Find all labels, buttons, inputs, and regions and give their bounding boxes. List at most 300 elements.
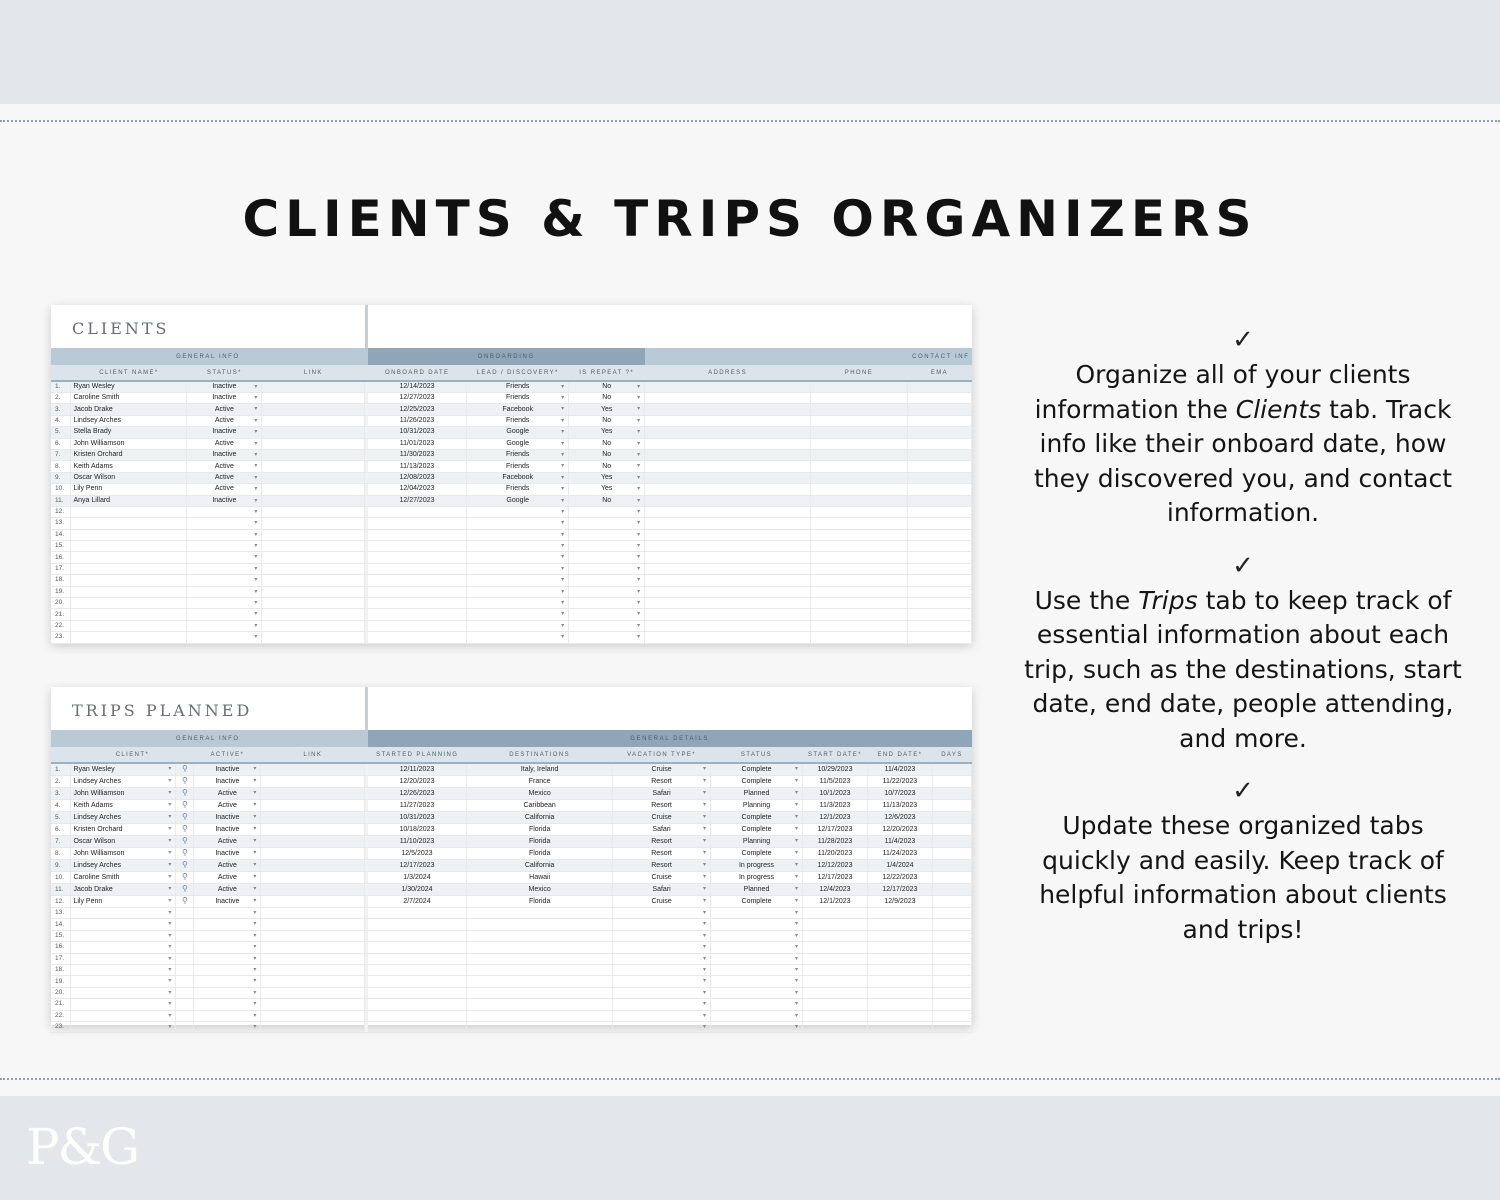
client-dropdown[interactable] [71,942,176,953]
link-cell[interactable] [261,872,365,884]
client-dropdown[interactable]: Oscar Wilson ▾ [71,836,176,848]
onboard-date-cell[interactable]: 10/31/2023 [368,427,467,438]
chevron-down-icon[interactable]: ▾ [168,989,172,996]
link-icon[interactable]: ⚲ [181,800,188,809]
vacation-type-dropdown[interactable] [613,1021,711,1032]
chevron-down-icon[interactable]: ▾ [703,874,707,880]
start-date-cell[interactable] [802,953,867,964]
link-cell[interactable] [261,884,365,896]
status-dropdown[interactable] [187,541,262,552]
client-dropdown[interactable]: John Williamson ▾ [71,848,176,860]
days-cell[interactable] [932,976,971,987]
start-date-cell[interactable]: 12/1/2023 [802,812,867,824]
client-name-cell[interactable]: Lily Penn [71,484,187,495]
chevron-down-icon[interactable]: ▾ [168,955,172,962]
onboard-date-cell[interactable]: 12/25/2023 [368,404,467,415]
start-date-cell[interactable]: 10/29/2023 [802,763,867,776]
onboard-date-cell[interactable]: 11/26/2023 [368,415,467,426]
chevron-down-icon[interactable]: ▾ [703,955,707,962]
address-cell[interactable] [645,495,811,506]
chevron-down-icon[interactable]: ▾ [168,814,172,820]
chevron-down-icon[interactable]: ▾ [637,577,641,584]
chevron-down-icon[interactable]: ▾ [794,838,798,844]
link-cell[interactable] [262,461,365,472]
chevron-down-icon[interactable]: ▾ [254,417,258,424]
chevron-down-icon[interactable]: ▾ [794,886,798,892]
is-repeat-dropdown[interactable] [569,529,645,540]
is-repeat-dropdown[interactable] [569,609,645,620]
client-name-cell[interactable] [71,620,187,631]
link-icon[interactable]: ⚲ [181,872,188,881]
email-cell[interactable] [907,393,971,404]
email-cell[interactable] [907,598,971,609]
vacation-type-dropdown[interactable] [613,976,711,987]
chevron-down-icon[interactable]: ▾ [561,543,565,550]
is-repeat-dropdown[interactable] [569,541,645,552]
end-date-cell[interactable]: 12/22/2023 [867,872,932,884]
end-date-cell[interactable] [867,976,932,987]
destinations-cell[interactable]: France [467,776,613,788]
trip-status-dropdown[interactable] [711,919,803,930]
active-dropdown[interactable]: Active ▾ [194,800,261,812]
lead-discovery-dropdown[interactable]: Friends ▾ [467,381,569,393]
link-cell[interactable] [261,848,365,860]
is-repeat-dropdown[interactable]: No ▾ [569,461,645,472]
link-cell[interactable] [262,484,365,495]
chevron-down-icon[interactable]: ▾ [637,406,641,413]
chevron-down-icon[interactable]: ▾ [703,1012,707,1019]
client-link-cell[interactable] [176,919,194,930]
client-name-cell[interactable]: Stella Brady [71,427,187,438]
address-cell[interactable] [645,563,811,574]
vacation-type-dropdown[interactable]: Cruise ▾ [613,763,711,776]
link-cell[interactable] [262,427,365,438]
link-cell[interactable] [261,919,365,930]
email-cell[interactable] [907,563,971,574]
chevron-down-icon[interactable]: ▾ [168,766,172,772]
end-date-cell[interactable]: 11/24/2023 [867,848,932,860]
destinations-cell[interactable] [467,976,613,987]
address-cell[interactable] [645,472,811,483]
chevron-down-icon[interactable]: ▾ [254,588,258,595]
is-repeat-dropdown[interactable]: Yes ▾ [569,484,645,495]
is-repeat-dropdown[interactable] [569,575,645,586]
client-dropdown[interactable] [71,964,176,975]
chevron-down-icon[interactable]: ▾ [253,802,257,808]
chevron-down-icon[interactable]: ▾ [637,565,641,572]
chevron-down-icon[interactable]: ▾ [561,554,565,561]
started-planning-cell[interactable] [368,1021,467,1032]
chevron-down-icon[interactable]: ▾ [254,474,258,481]
status-dropdown[interactable]: Inactive ▾ [187,495,262,506]
chevron-down-icon[interactable]: ▾ [253,932,257,939]
chevron-down-icon[interactable]: ▾ [561,417,565,424]
started-planning-cell[interactable]: 12/26/2023 [368,788,467,800]
started-planning-cell[interactable]: 12/11/2023 [368,763,467,776]
destinations-cell[interactable]: Florida [467,896,613,908]
chevron-down-icon[interactable]: ▾ [794,814,798,820]
vacation-type-dropdown[interactable]: Safari ▾ [613,824,711,836]
email-cell[interactable] [907,529,971,540]
link-cell[interactable] [261,860,365,872]
link-icon[interactable]: ⚲ [181,848,188,857]
chevron-down-icon[interactable]: ▾ [794,850,798,856]
is-repeat-dropdown[interactable]: Yes ▾ [569,472,645,483]
status-dropdown[interactable] [187,620,262,631]
trip-status-dropdown[interactable]: Complete ▾ [711,848,803,860]
end-date-cell[interactable]: 12/17/2023 [867,884,932,896]
lead-discovery-dropdown[interactable] [467,620,569,631]
link-icon[interactable]: ⚲ [181,788,188,797]
status-dropdown[interactable]: Active ▾ [187,461,262,472]
client-name-cell[interactable]: Anya Lillard [71,495,187,506]
chevron-down-icon[interactable]: ▾ [703,989,707,996]
destinations-cell[interactable]: Italy, Ireland [467,763,613,776]
onboard-date-cell[interactable] [368,586,467,597]
link-icon[interactable]: ⚲ [181,896,188,905]
link-cell[interactable] [262,449,365,460]
start-date-cell[interactable] [802,942,867,953]
link-cell[interactable] [261,776,365,788]
start-date-cell[interactable] [802,964,867,975]
vacation-type-dropdown[interactable] [613,987,711,998]
email-cell[interactable] [907,449,971,460]
end-date-cell[interactable]: 12/9/2023 [867,896,932,908]
chevron-down-icon[interactable]: ▾ [794,802,798,808]
end-date-cell[interactable] [867,1010,932,1021]
onboard-date-cell[interactable] [368,620,467,631]
is-repeat-dropdown[interactable] [569,632,645,643]
client-link-cell[interactable] [176,763,194,776]
status-dropdown[interactable] [187,506,262,517]
days-cell[interactable] [932,884,971,896]
link-cell[interactable] [262,495,365,506]
chevron-down-icon[interactable]: ▾ [254,463,258,470]
chevron-down-icon[interactable]: ▾ [561,497,565,504]
vacation-type-dropdown[interactable] [613,964,711,975]
days-cell[interactable] [932,776,971,788]
started-planning-cell[interactable]: 12/5/2023 [368,848,467,860]
client-dropdown[interactable]: Lindsey Arches ▾ [71,776,176,788]
onboard-date-cell[interactable]: 11/13/2023 [368,461,467,472]
chevron-down-icon[interactable]: ▾ [168,778,172,784]
link-cell[interactable] [262,552,365,563]
phone-cell[interactable] [811,552,908,563]
link-cell[interactable] [262,563,365,574]
status-dropdown[interactable]: Inactive ▾ [187,449,262,460]
phone-cell[interactable] [811,461,908,472]
chevron-down-icon[interactable]: ▾ [637,520,641,527]
started-planning-cell[interactable]: 11/10/2023 [368,836,467,848]
onboard-date-cell[interactable] [368,506,467,517]
onboard-date-cell[interactable]: 12/27/2023 [368,393,467,404]
client-name-cell[interactable]: Caroline Smith [71,393,187,404]
phone-cell[interactable] [811,415,908,426]
trip-status-dropdown[interactable]: Planned ▾ [711,884,803,896]
client-name-cell[interactable] [71,632,187,643]
is-repeat-dropdown[interactable] [569,518,645,529]
chevron-down-icon[interactable]: ▾ [253,874,257,880]
destinations-cell[interactable] [467,930,613,941]
chevron-down-icon[interactable]: ▾ [253,898,257,904]
chevron-down-icon[interactable]: ▾ [561,429,565,436]
status-dropdown[interactable] [187,609,262,620]
phone-cell[interactable] [811,495,908,506]
end-date-cell[interactable] [867,930,932,941]
active-dropdown[interactable]: Inactive ▾ [194,812,261,824]
phone-cell[interactable] [811,598,908,609]
active-dropdown[interactable]: Inactive ▾ [194,896,261,908]
lead-discovery-dropdown[interactable]: Friends ▾ [467,393,569,404]
address-cell[interactable] [645,518,811,529]
chevron-down-icon[interactable]: ▾ [254,497,258,504]
chevron-down-icon[interactable]: ▾ [253,850,257,856]
vacation-type-dropdown[interactable] [613,942,711,953]
email-cell[interactable] [907,586,971,597]
status-dropdown[interactable]: Inactive ▾ [187,427,262,438]
start-date-cell[interactable]: 12/17/2023 [802,824,867,836]
lead-discovery-dropdown[interactable] [467,541,569,552]
destinations-cell[interactable]: Florida [467,824,613,836]
days-cell[interactable] [932,896,971,908]
active-dropdown[interactable]: Active ▾ [194,884,261,896]
lead-discovery-dropdown[interactable]: Facebook ▾ [467,472,569,483]
destinations-cell[interactable] [467,964,613,975]
chevron-down-icon[interactable]: ▾ [254,577,258,584]
phone-cell[interactable] [811,575,908,586]
vacation-type-dropdown[interactable] [613,1010,711,1021]
chevron-down-icon[interactable]: ▾ [561,463,565,470]
phone-cell[interactable] [811,586,908,597]
chevron-down-icon[interactable]: ▾ [254,406,258,413]
chevron-down-icon[interactable]: ▾ [253,766,257,772]
chevron-down-icon[interactable]: ▾ [254,600,258,607]
is-repeat-dropdown[interactable] [569,586,645,597]
status-dropdown[interactable] [187,598,262,609]
chevron-down-icon[interactable]: ▾ [637,395,641,401]
chevron-down-icon[interactable]: ▾ [794,874,798,880]
started-planning-cell[interactable] [368,999,467,1010]
chevron-down-icon[interactable]: ▾ [637,634,641,641]
lead-discovery-dropdown[interactable] [467,506,569,517]
phone-cell[interactable] [811,609,908,620]
chevron-down-icon[interactable]: ▾ [168,1012,172,1019]
destinations-cell[interactable]: Hawaii [467,872,613,884]
chevron-down-icon[interactable]: ▾ [168,862,172,868]
client-dropdown[interactable] [71,987,176,998]
address-cell[interactable] [645,404,811,415]
active-dropdown[interactable] [194,987,261,998]
address-cell[interactable] [645,598,811,609]
chevron-down-icon[interactable]: ▾ [254,622,258,629]
client-link-cell[interactable] [176,860,194,872]
client-name-cell[interactable]: Ryan Wesley [71,381,187,393]
chevron-down-icon[interactable]: ▾ [637,543,641,550]
client-name-cell[interactable] [71,541,187,552]
email-cell[interactable] [907,427,971,438]
onboard-date-cell[interactable] [368,609,467,620]
client-link-cell[interactable] [176,872,194,884]
chevron-down-icon[interactable]: ▾ [254,565,258,572]
chevron-down-icon[interactable]: ▾ [637,554,641,561]
chevron-down-icon[interactable]: ▾ [561,622,565,629]
trip-status-dropdown[interactable] [711,908,803,919]
end-date-cell[interactable]: 12/6/2023 [867,812,932,824]
is-repeat-dropdown[interactable] [569,598,645,609]
chevron-down-icon[interactable]: ▾ [794,826,798,832]
start-date-cell[interactable]: 12/4/2023 [802,884,867,896]
active-dropdown[interactable] [194,908,261,919]
link-cell[interactable] [262,506,365,517]
address-cell[interactable] [645,506,811,517]
chevron-down-icon[interactable]: ▾ [703,886,707,892]
lead-discovery-dropdown[interactable] [467,529,569,540]
chevron-down-icon[interactable]: ▾ [168,966,172,973]
link-cell[interactable] [261,788,365,800]
chevron-down-icon[interactable]: ▾ [253,790,257,796]
lead-discovery-dropdown[interactable]: Friends ▾ [467,484,569,495]
client-dropdown[interactable] [71,1010,176,1021]
trip-status-dropdown[interactable]: Complete ▾ [711,763,803,776]
started-planning-cell[interactable]: 11/27/2023 [368,800,467,812]
link-cell[interactable] [262,518,365,529]
start-date-cell[interactable]: 11/20/2023 [802,848,867,860]
onboard-date-cell[interactable]: 12/08/2023 [368,472,467,483]
address-cell[interactable] [645,438,811,449]
chevron-down-icon[interactable]: ▾ [253,921,257,928]
chevron-down-icon[interactable]: ▾ [253,826,257,832]
lead-discovery-dropdown[interactable]: Friends ▾ [467,461,569,472]
chevron-down-icon[interactable]: ▾ [254,395,258,401]
days-cell[interactable] [932,763,971,776]
onboard-date-cell[interactable]: 12/04/2023 [368,484,467,495]
chevron-down-icon[interactable]: ▾ [253,886,257,892]
end-date-cell[interactable]: 11/4/2023 [867,836,932,848]
chevron-down-icon[interactable]: ▾ [254,508,258,515]
start-date-cell[interactable]: 12/12/2023 [802,860,867,872]
client-dropdown[interactable] [71,930,176,941]
client-dropdown[interactable]: Lindsey Arches ▾ [71,812,176,824]
chevron-down-icon[interactable]: ▾ [253,989,257,996]
chevron-down-icon[interactable]: ▾ [794,921,798,928]
client-dropdown[interactable]: Ryan Wesley ▾ [71,763,176,776]
started-planning-cell[interactable] [368,919,467,930]
link-cell[interactable] [261,908,365,919]
phone-cell[interactable] [811,541,908,552]
email-cell[interactable] [907,506,971,517]
onboard-date-cell[interactable]: 12/27/2023 [368,495,467,506]
end-date-cell[interactable]: 12/20/2023 [867,824,932,836]
destinations-cell[interactable] [467,908,613,919]
link-cell[interactable] [262,575,365,586]
started-planning-cell[interactable]: 10/31/2023 [368,812,467,824]
chevron-down-icon[interactable]: ▾ [794,910,798,916]
link-cell[interactable] [262,598,365,609]
start-date-cell[interactable]: 11/28/2023 [802,836,867,848]
chevron-down-icon[interactable]: ▾ [703,966,707,973]
started-planning-cell[interactable] [368,908,467,919]
active-dropdown[interactable] [194,976,261,987]
link-cell[interactable] [261,896,365,908]
days-cell[interactable] [932,930,971,941]
end-date-cell[interactable] [867,908,932,919]
phone-cell[interactable] [811,506,908,517]
destinations-cell[interactable]: California [467,860,613,872]
active-dropdown[interactable]: Inactive ▾ [194,763,261,776]
client-link-cell[interactable] [176,848,194,860]
lead-discovery-dropdown[interactable]: Facebook ▾ [467,404,569,415]
chevron-down-icon[interactable]: ▾ [168,802,172,808]
chevron-down-icon[interactable]: ▾ [561,634,565,641]
phone-cell[interactable] [811,404,908,415]
started-planning-cell[interactable]: 12/20/2023 [368,776,467,788]
chevron-down-icon[interactable]: ▾ [794,1001,798,1008]
chevron-down-icon[interactable]: ▾ [561,531,565,538]
chevron-down-icon[interactable]: ▾ [794,944,798,951]
days-cell[interactable] [932,800,971,812]
address-cell[interactable] [645,586,811,597]
email-cell[interactable] [907,381,971,393]
chevron-down-icon[interactable]: ▾ [703,826,707,832]
address-cell[interactable] [645,552,811,563]
is-repeat-dropdown[interactable]: Yes ▾ [569,427,645,438]
phone-cell[interactable] [811,632,908,643]
chevron-down-icon[interactable]: ▾ [561,588,565,595]
trip-status-dropdown[interactable] [711,987,803,998]
client-name-cell[interactable]: Oscar Wilson [71,472,187,483]
start-date-cell[interactable] [802,908,867,919]
phone-cell[interactable] [811,449,908,460]
destinations-cell[interactable] [467,1021,613,1032]
end-date-cell[interactable]: 10/7/2023 [867,788,932,800]
email-cell[interactable] [907,461,971,472]
client-dropdown[interactable] [71,999,176,1010]
end-date-cell[interactable] [867,953,932,964]
email-cell[interactable] [907,495,971,506]
client-name-cell[interactable]: Keith Adams [71,461,187,472]
start-date-cell[interactable] [802,1021,867,1032]
client-link-cell[interactable] [176,836,194,848]
start-date-cell[interactable] [802,930,867,941]
chevron-down-icon[interactable]: ▾ [561,474,565,481]
destinations-cell[interactable]: Caribbean [467,800,613,812]
onboard-date-cell[interactable] [368,598,467,609]
chevron-down-icon[interactable]: ▾ [254,520,258,527]
chevron-down-icon[interactable]: ▾ [253,955,257,962]
link-icon[interactable]: ⚲ [181,812,188,821]
active-dropdown[interactable] [194,919,261,930]
client-link-cell[interactable] [176,930,194,941]
client-name-cell[interactable] [71,598,187,609]
link-icon[interactable]: ⚲ [181,860,188,869]
lead-discovery-dropdown[interactable]: Google ▾ [467,495,569,506]
trip-status-dropdown[interactable]: In progress ▾ [711,860,803,872]
end-date-cell[interactable]: 11/13/2023 [867,800,932,812]
chevron-down-icon[interactable]: ▾ [794,862,798,868]
link-cell[interactable] [261,800,365,812]
status-dropdown[interactable] [187,575,262,586]
active-dropdown[interactable]: Active ▾ [194,860,261,872]
onboard-date-cell[interactable] [368,541,467,552]
address-cell[interactable] [645,381,811,393]
trip-status-dropdown[interactable] [711,1021,803,1032]
link-cell[interactable] [262,529,365,540]
days-cell[interactable] [932,1021,971,1032]
chevron-down-icon[interactable]: ▾ [254,429,258,436]
client-link-cell[interactable] [176,987,194,998]
start-date-cell[interactable]: 12/1/2023 [802,896,867,908]
chevron-down-icon[interactable]: ▾ [254,554,258,561]
